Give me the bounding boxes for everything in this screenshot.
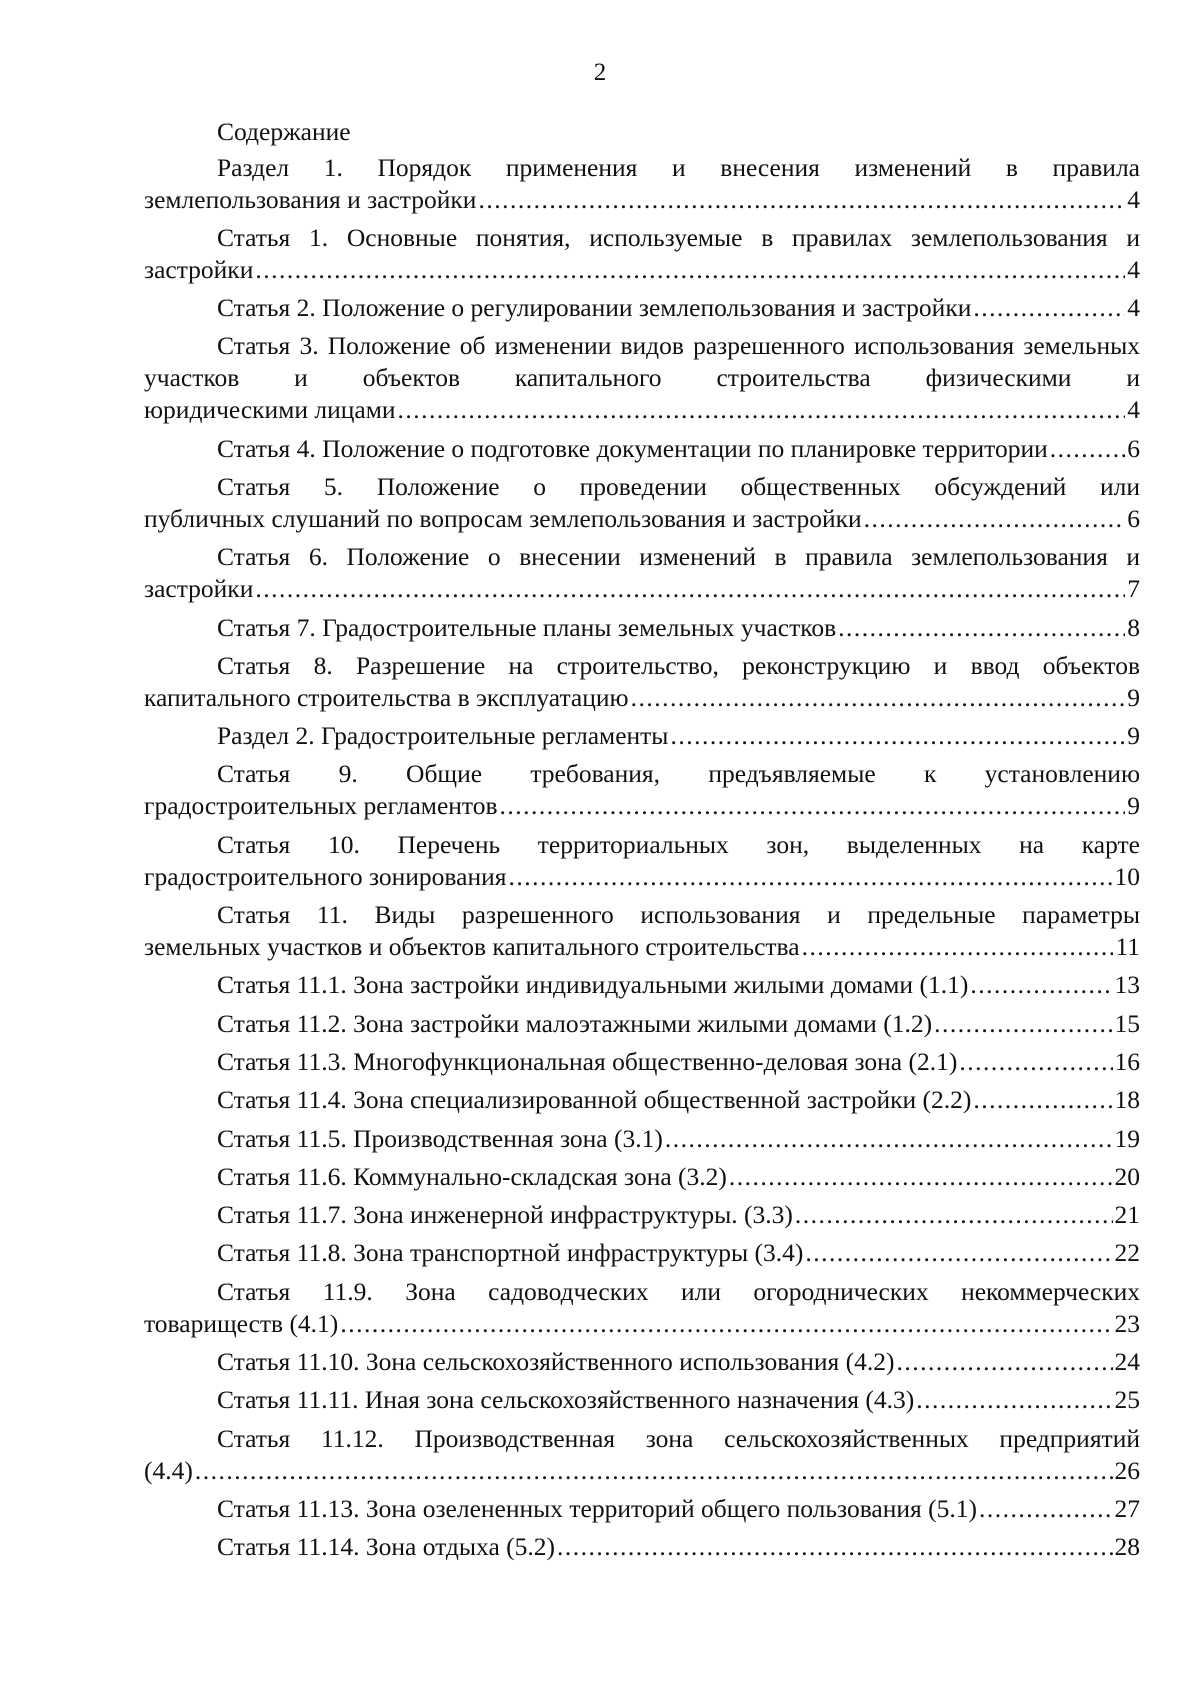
toc-entry-title: Статья 11.6. Коммунально-складская зона (3.2): [217, 1161, 727, 1191]
toc-page-ref: 10: [1114, 861, 1140, 891]
toc-entry-line: [144, 720, 1140, 752]
toc-heading: Содержание: [217, 117, 351, 146]
dot-leader: [255, 254, 1125, 286]
toc-entry-title-continuation: товариществ (4.1): [144, 1308, 339, 1338]
toc-entry: [144, 1384, 1140, 1416]
toc-page-ref: 27: [1114, 1493, 1140, 1523]
dot-leader: [255, 573, 1125, 605]
toc-entry: [144, 650, 1140, 714]
dot-leader: [838, 612, 1125, 644]
toc-entry-title: Статья 11.10. Зона сельскохозяйственного использования (4.2): [217, 1347, 895, 1377]
toc-page-ref: 4: [1127, 254, 1140, 284]
toc-entry-title-continuation: застройки: [144, 574, 254, 604]
toc-entry-title: Статья 11.4. Зона специализированной общественной застройки (2.2): [217, 1085, 972, 1115]
dot-leader: [340, 1308, 1112, 1340]
toc-entry: [144, 720, 1140, 752]
dot-leader: [897, 1346, 1113, 1378]
toc-entry: [144, 152, 1140, 216]
toc-entry-title: Статья 7. Градостроительные планы земельных участков: [217, 612, 837, 642]
toc-entry-title: Статья 11.14. Зона отдыха (5.2): [217, 1532, 555, 1562]
toc-page-ref: 6: [1127, 503, 1140, 533]
toc-page-ref: 4: [1127, 293, 1140, 323]
toc-entry-line: [144, 682, 1140, 714]
toc-entry: [144, 1493, 1140, 1525]
toc-entry-line: [144, 1046, 1140, 1078]
toc-entry-title-continuation: застройки: [144, 254, 254, 284]
toc-entry-line: [144, 394, 1140, 426]
toc-entry-title: Статья 11.5. Производственная зона (3.1): [217, 1123, 663, 1153]
toc-entry-line: [144, 612, 1140, 644]
toc-entry-title: Статья 11.2. Зона застройки малоэтажными жилыми домами (1.2): [217, 1008, 933, 1038]
toc-page-ref: 24: [1114, 1347, 1140, 1377]
toc-entry: [144, 829, 1140, 893]
toc-entry-title: Статья 11.13. Зона озелененных территорий общего пользования (5.1): [217, 1493, 977, 1523]
toc-entry-title: Статья 2. Положение о регулировании землепользования и застройки: [217, 293, 972, 323]
toc-entry-title: Статья 11.11. Иная зона сельскохозяйственного назначения (4.3): [217, 1385, 915, 1415]
toc-entry-title-continuation: земельных участков и объектов капитального строительства: [144, 932, 800, 962]
toc-entry: [144, 1346, 1140, 1378]
toc-page-ref: 19: [1114, 1123, 1140, 1153]
dot-leader: [557, 1531, 1113, 1563]
toc-entry: [144, 330, 1140, 426]
toc-page-ref: 11: [1115, 932, 1140, 962]
toc-entry-title: Статья 11.3. Многофункциональная общественно-деловая зона (2.1): [217, 1046, 958, 1076]
toc-entry-title-continuation: градостроительного зонирования: [144, 861, 507, 891]
toc-entry: [144, 1123, 1140, 1155]
toc-entry: [144, 1423, 1140, 1487]
dot-leader: [916, 1384, 1112, 1416]
dot-leader: [973, 292, 1125, 324]
toc-page-ref: 23: [1114, 1308, 1140, 1338]
toc-page-ref: 26: [1114, 1455, 1140, 1485]
toc-page-ref: 9: [1127, 791, 1140, 821]
dot-leader: [805, 1237, 1112, 1269]
toc-entry-title: Статья 4. Положение о подготовке документации по планировке территории: [217, 433, 1048, 463]
toc-page-ref: 13: [1114, 970, 1140, 1000]
toc-page-ref: 7: [1127, 574, 1140, 604]
dot-leader: [665, 1123, 1113, 1155]
dot-leader: [397, 394, 1125, 426]
toc-entry: [144, 969, 1140, 1001]
toc-entry-title: Статья 11.8. Зона транспортной инфраструктуры (3.4): [217, 1238, 804, 1268]
toc-page-ref: 21: [1114, 1200, 1140, 1230]
toc-entry-line: [144, 503, 1140, 535]
toc-entry: [144, 1531, 1140, 1563]
toc-entry: [144, 471, 1140, 535]
toc-entry: [144, 758, 1140, 822]
toc-entry-line: [144, 931, 1140, 963]
toc-entry-title: Раздел 1. Порядок применения и внесения изменений в правила: [217, 152, 1140, 182]
toc-entry-title-continuation: юридическими лицами: [144, 395, 396, 425]
dot-leader: [934, 1008, 1112, 1040]
toc-entry-line: [144, 1161, 1140, 1193]
toc-page-ref: 18: [1114, 1085, 1140, 1115]
toc-entry-title: Статья 11.7. Зона инженерной инфраструктуры. (3.3): [217, 1200, 793, 1230]
dot-leader: [729, 1161, 1113, 1193]
toc-entry-line: [144, 1346, 1140, 1378]
toc-entry-line: [144, 1008, 1140, 1040]
toc-entry-title: Статья 6. Положение о внесении изменений в правила землепользования и: [217, 542, 1140, 572]
toc-page-ref: 9: [1127, 682, 1140, 712]
dot-leader: [631, 682, 1126, 714]
toc-entries: [144, 152, 1140, 1564]
toc-entry-line: [144, 1199, 1140, 1231]
toc-entry-title: Статья 11.12. Производственная зона сельскохозяйственных предприятий: [217, 1423, 1140, 1453]
toc-entry-title-continuation: капитального строительства в эксплуатацию: [144, 682, 629, 712]
toc-entry-line: [144, 1531, 1140, 1563]
toc-entry-line: [144, 1123, 1140, 1155]
toc-entry-line: [144, 1084, 1140, 1116]
dot-leader: [478, 184, 1125, 216]
toc-entry-title: Статья 3. Положение об изменении видов разрешенного использования земельных участков и объектов капитального строительства физическими и: [144, 331, 1140, 393]
toc-entry-title: Статья 11.1. Зона застройки индивидуальными жилыми домами (1.1): [217, 970, 969, 1000]
toc-page-ref: 16: [1114, 1046, 1140, 1076]
dot-leader: [959, 1046, 1112, 1078]
toc-entry-title: Статья 9. Общие требования, предъявляемые к установлению: [217, 759, 1140, 789]
toc-entry: [144, 612, 1140, 644]
toc-entry: [144, 433, 1140, 465]
toc-page-ref: 4: [1127, 184, 1140, 214]
toc-entry-line: [144, 1455, 1140, 1487]
dot-leader: [970, 969, 1112, 1001]
toc-entry-line: [144, 1384, 1140, 1416]
toc-entry-title-continuation: градостроительных регламентов: [144, 791, 498, 821]
toc-entry: [144, 1199, 1140, 1231]
dot-leader: [508, 861, 1112, 893]
toc-entry-title-continuation: землепользования и застройки: [144, 184, 477, 214]
toc-entry-title: Раздел 2. Градостроительные регламенты: [217, 721, 669, 751]
dot-leader: [802, 931, 1114, 963]
toc-entry-line: [144, 790, 1140, 822]
toc-entry-line: [144, 1308, 1140, 1340]
toc-page-ref: 28: [1114, 1532, 1140, 1562]
toc-entry-line: [144, 184, 1140, 216]
toc-page-ref: 9: [1127, 721, 1140, 751]
toc-entry-line: [144, 254, 1140, 286]
toc-entry: [144, 541, 1140, 605]
toc-entry: [144, 292, 1140, 324]
toc-entry-line: [144, 573, 1140, 605]
toc-entry-line: [144, 861, 1140, 893]
page-number: 2: [593, 59, 607, 86]
toc-entry-title: Статья 1. Основные понятия, используемые в правилах землепользования и: [217, 222, 1140, 252]
toc-entry-line: [144, 1493, 1140, 1525]
toc-entry-title: Статья 11. Виды разрешенного использования и предельные параметры: [217, 900, 1140, 930]
toc-page-ref: 22: [1114, 1238, 1140, 1268]
toc-entry: [144, 899, 1140, 963]
dot-leader: [195, 1455, 1113, 1487]
toc-entry-line: [144, 1237, 1140, 1269]
toc-entry-line: [144, 969, 1140, 1001]
toc-page-ref: 25: [1114, 1385, 1140, 1415]
toc-entry-title-continuation: публичных слушаний по вопросам землепользования и застройки: [144, 503, 862, 533]
toc-entry: [144, 1008, 1140, 1040]
toc-entry: [144, 1046, 1140, 1078]
toc-entry-title-continuation: (4.4): [144, 1455, 193, 1485]
toc-page-ref: 20: [1114, 1161, 1140, 1191]
toc-entry: [144, 1084, 1140, 1116]
toc-entry: [144, 222, 1140, 286]
toc-page-ref: 6: [1127, 433, 1140, 463]
dot-leader: [500, 790, 1126, 822]
toc-entry-title: Статья 8. Разрешение на строительство, реконструкцию и ввод объектов: [217, 650, 1140, 680]
dot-leader: [795, 1199, 1113, 1231]
table-of-contents: [144, 116, 1140, 1570]
toc-entry-title: Статья 5. Положение о проведении общественных обсуждений или: [217, 471, 1140, 501]
toc-page-ref: 15: [1114, 1008, 1140, 1038]
toc-page-ref: 8: [1127, 612, 1140, 642]
toc-entry-line: [144, 433, 1140, 465]
toc-entry-title: Статья 11.9. Зона садоводческих или огороднических некоммерческих: [217, 1276, 1140, 1306]
toc-entry: [144, 1161, 1140, 1193]
dot-leader: [864, 503, 1126, 535]
dot-leader: [973, 1084, 1112, 1116]
toc-entry-line: [144, 292, 1140, 324]
toc-entry: [144, 1276, 1140, 1340]
dot-leader: [1050, 433, 1125, 465]
toc-entry: [144, 1237, 1140, 1269]
dot-leader: [979, 1493, 1113, 1525]
dot-leader: [670, 720, 1125, 752]
toc-entry-title: Статья 10. Перечень территориальных зон, выделенных на карте: [217, 829, 1140, 859]
toc-page-ref: 4: [1127, 395, 1140, 425]
